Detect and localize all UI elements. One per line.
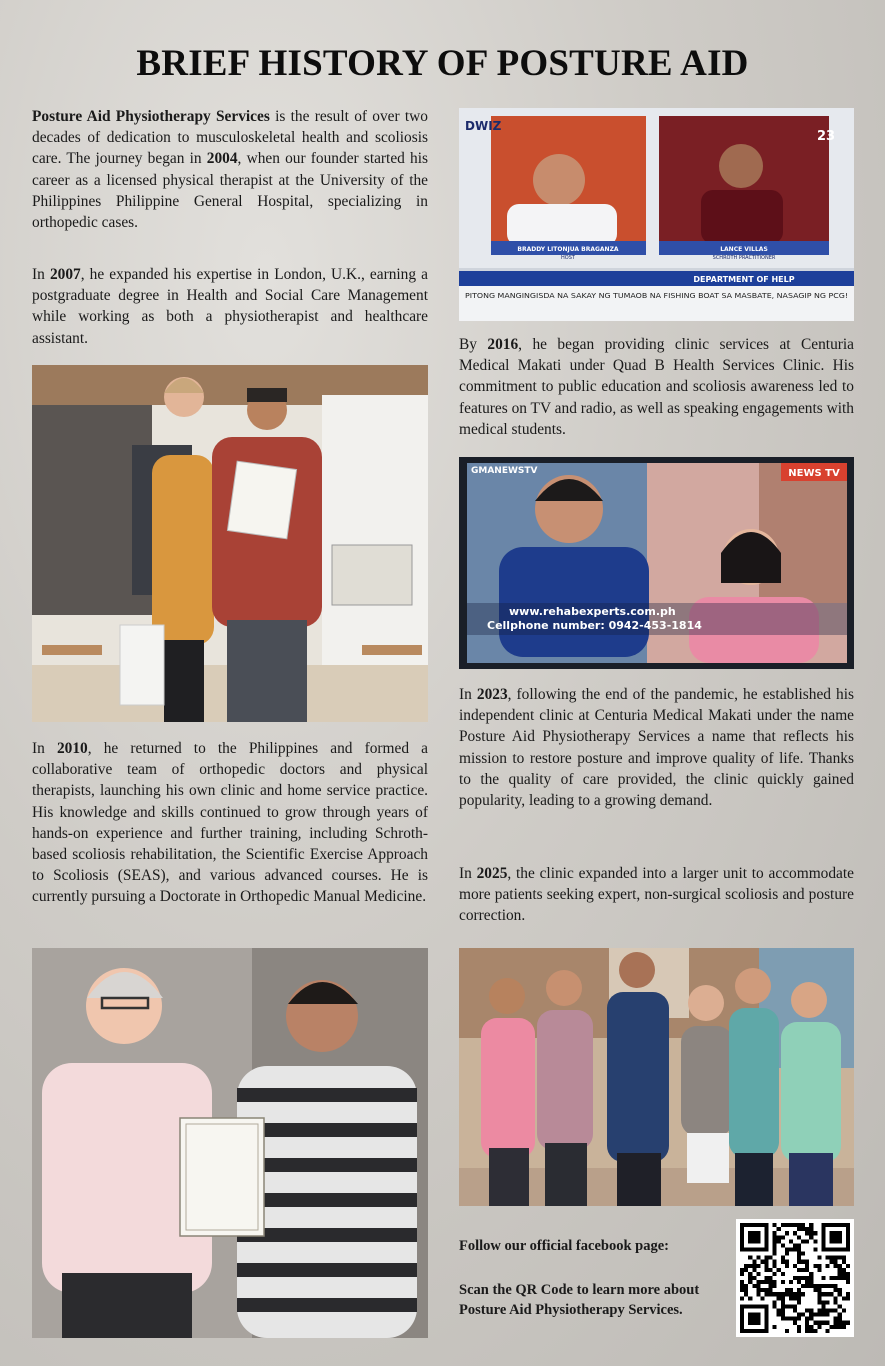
year-2023: 2023 (476, 686, 508, 703)
scan-qr-text: Scan the QR Code to learn more about Posture Aid Physiotherapy Services. (459, 1282, 700, 1318)
independent-clinic-paragraph: In 2023, following the end of the pandemic, he established his independent clinic at Centuria Medical Makati under the name Posture Aid Physiotherapy Services a name that reflects his mission to restore posture and improve quality of life. Thanks to the quality of care provided, the clinic quickly gained popularity, leading to a growing demand. (459, 686, 854, 810)
news-ticker: PITONG MANGINGISDA NA SAKAY NG TUMAOB NA FISHING BOAT SA MASBATE, NASAGIP NG PCG! (465, 292, 848, 300)
clinic-founding-paragraph: In 2010, he returned to the Philippines and formed a collaborative team of orthopedic doctors and physical therapists, launching his own clinic and home service practice. His knowledge and skills continued to grow through years of hands-on experience and further training, including Schroth-based scoliosis rehabilitation, the Scientific Exercise Approach to Scoliosis (SEAS), and various advanced courses. He is currently pursuing a Doctorate in Orthopedic Manual Medicine. (32, 740, 429, 906)
newstv-logo: NEWS TV (788, 468, 840, 479)
qr-code[interactable] (736, 1219, 854, 1337)
segment-title: DEPARTMENT OF HELP (693, 275, 795, 284)
guest-role-caption: SCHROTH PRACTITIONER (712, 255, 776, 261)
newstv-feature-photo (459, 457, 854, 669)
year-2025: 2025 (476, 865, 508, 882)
radio-tv-feature-photo (459, 108, 854, 321)
dwiz-logo: DWIZ (465, 119, 502, 133)
year-2004: 2004 (206, 150, 238, 168)
cellphone-number: Cellphone number: 0942-453-1814 (487, 619, 702, 632)
year-2010: 2010 (56, 740, 88, 757)
london-paragraph: In 2007, he expanded his expertise in London, U.K., earning a postgraduate degree in Health and Social Care Management while working as both a physiotherapist and healthcare assistant. (32, 266, 429, 347)
qr-code-icon (736, 1219, 854, 1337)
team-group-photo (459, 948, 854, 1206)
brand-name: Posture Aid Physiotherapy Services (32, 108, 270, 125)
gmanewstv-tag: GMANEWSTV (471, 466, 538, 476)
expansion-paragraph: In 2025, the clinic expanded into a larger unit to accommodate more patients seeking expert, non-surgical scoliosis and posture correction. (459, 865, 854, 925)
year-2016: 2016 (487, 336, 519, 353)
rehabexperts-url: www.rehabexperts.com.ph (509, 605, 676, 618)
intro-paragraph: Posture Aid Physiotherapy Services is the result of over two decades of dedication to musculoskeletal health and scoliosis care. The journey began in 2004, when our founder started his career as a licensed physical therapist at the University of the Philippines Philippine General Hospital, specializing in orthopedic cases. (32, 108, 428, 232)
page-title: BRIEF HISTORY OF POSTURE AID (136, 43, 749, 84)
host-role-caption: HOST (561, 255, 575, 261)
channel-number: 23 (817, 129, 836, 144)
host-name-caption: BRADDY LITONJUA BRAGANZA (517, 246, 619, 253)
year-2007: 2007 (49, 266, 81, 283)
guest-name-caption: LANCE VILLAS (720, 246, 768, 253)
certificate-photo-london (32, 365, 428, 722)
centuria-2016-paragraph: By 2016, he began providing clinic services at Centuria Medical Makati under Quad B Health Services Clinic. His commitment to public education and scoliosis awareness led to features on TV and radio, as well as speaking engagements with medical students. (459, 336, 854, 438)
certificate-photo-seas (32, 948, 428, 1338)
follow-facebook-text: Follow our official facebook page: (459, 1238, 669, 1254)
